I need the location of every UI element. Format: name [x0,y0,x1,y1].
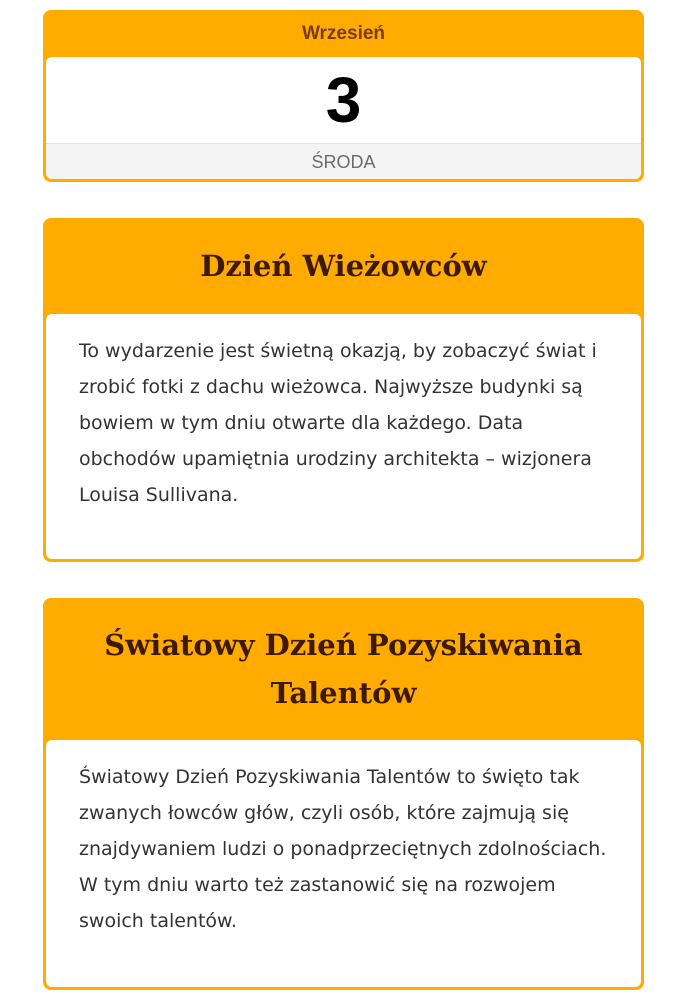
event-title: Dzień Wieżowców [200,249,487,283]
date-card [43,10,644,182]
event-description: To wydarzenie jest świetną okazją, by zobaczyć świat i zrobić fotki z dachu wieżowca. Najwyższe budynki są bowiem w tym dniu otwarte dla każdego. Data obchodów upamiętnia urodziny architekta – wizjonera Louisa Sullivana. [46,314,641,559]
event-card [43,218,644,562]
date-inner [46,57,641,179]
date-day-number: 3 [325,64,362,136]
date-month: Wrzesień [301,23,386,44]
date-weekday: ŚRODA [46,143,641,179]
event-title: Światowy Dzień Pozyskiwania Talentów [104,628,583,710]
event-description: Światowy Dzień Pozyskiwania Talentów to święto tak zwanych łowców głów, czyli osób, które zajmują się znajdywaniem ludzi o ponadprzeciętnych zdolnościach. W tym dniu warto też zastanowić się na rozwojem swoich talentów. [46,740,641,987]
event-card [43,598,644,990]
